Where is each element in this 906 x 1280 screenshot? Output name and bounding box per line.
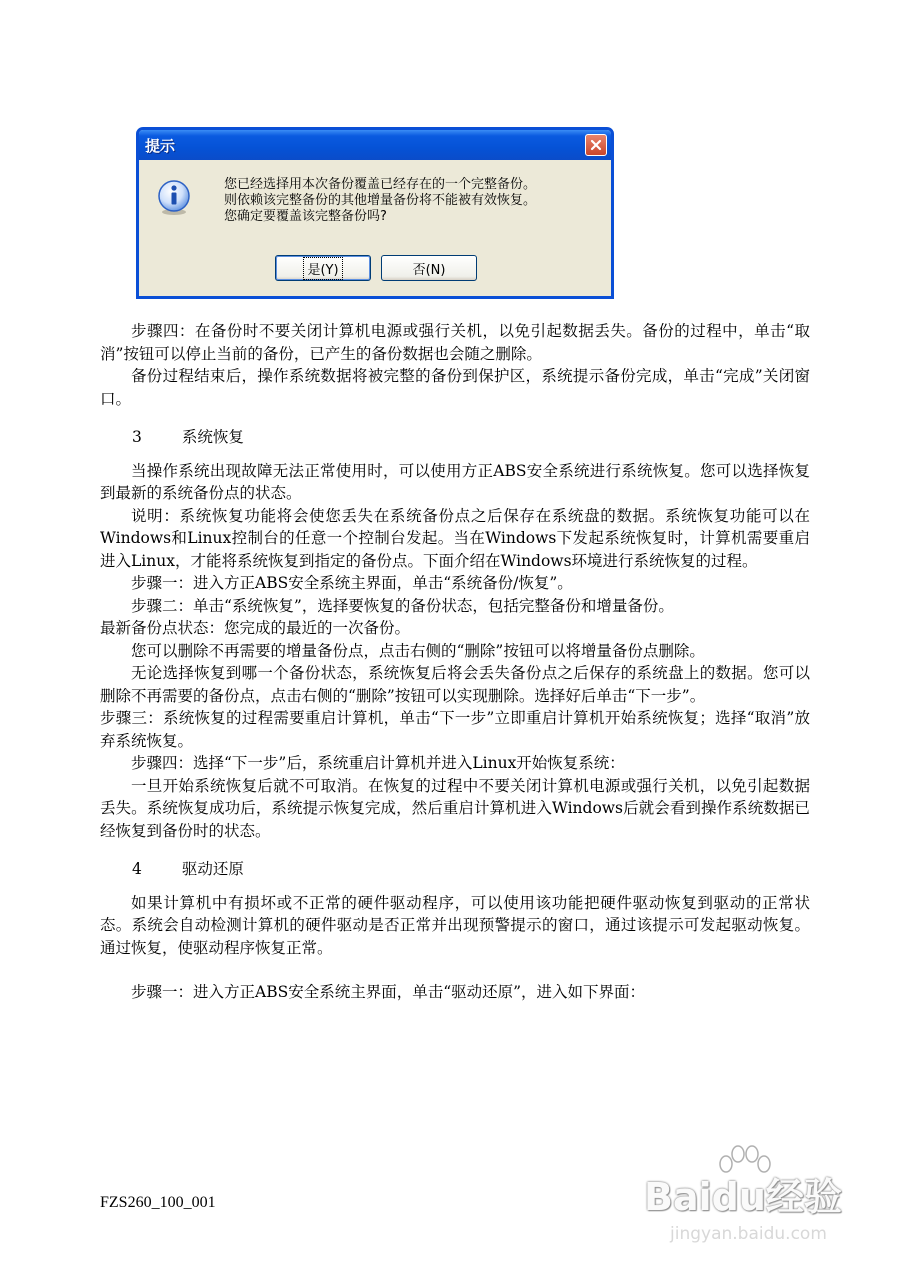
paragraph: 步骤二：单击“系统恢复”，选择要恢复的备份状态，包括完整备份和增量备份。 [131, 596, 674, 615]
paragraph: 步骤四：选择“下一步”后，系统重启计算机并进入Linux开始恢复系统： [131, 754, 625, 772]
paragraph: 一旦开始系统恢复后就不可取消。在恢复的过程中不要关闭计算机电源或强行关机，以免引起数据丢失。系统恢复成功后，系统提示恢复完成，然后重启计算机进入Windows后就会看到操作系统数据已经恢复到备份时的状态。 [100, 776, 810, 840]
paragraph: 步骤四：在备份时不要关闭计算机电源或强行关机，以免引起数据丢失。备份的过程中，单击“取消”按钮可以停止当前的备份，已产生的备份数据也会随之删除。 [100, 322, 810, 363]
no-button-label: 否(N) [412, 262, 446, 278]
document-code: FZS260_100_001 [100, 1194, 216, 1211]
yes-button-label: 是(Y) [305, 259, 340, 278]
close-icon [590, 139, 602, 151]
section-heading [100, 426, 810, 449]
yes-button[interactable] [275, 255, 371, 281]
section-title: 驱动还原 [181, 860, 244, 878]
paragraph: 无论选择恢复到哪一个备份状态，系统恢复后将会丢失备份点之后保存的系统盘上的数据。您可以删除不再需要的备份点，点击右侧的“删除”按钮可以实现删除。选择好后单击“下一步”。 [100, 664, 810, 705]
section-title: 系统恢复 [181, 428, 244, 446]
close-button[interactable] [585, 134, 607, 156]
section-number: 4 [132, 860, 142, 878]
watermark-url: jingyan.baidu.com [670, 1224, 827, 1244]
spacer [100, 959, 810, 981]
paragraph: 您可以删除不再需要的增量备份点，点击右侧的“删除”按钮可以将增量备份点删除。 [131, 641, 705, 660]
info-icon [155, 178, 193, 216]
paragraph: 说明：系统恢复功能将会使您丢失在系统备份点之后保存在系统盘的数据。系统恢复功能可以在Windows和Linux控制台的任意一个控制台发起。当在Windows下发起系统恢复时，计算机需要重启进入Linux，才能将系统恢复到指定的备份点。下面介绍在Windows环境进行系统恢复的过程。 [100, 506, 810, 570]
paragraph: 步骤三：系统恢复的过程需要重启计算机，单击“下一步”立即重启计算机开始系统恢复；选择“取消”放弃系统恢复。 [100, 709, 810, 750]
paragraph: 备份过程结束后，操作系统数据将被完整的备份到保护区，系统提示备份完成，单击“完成”关闭窗口。 [100, 367, 810, 408]
dialog-message-line: 您确定要覆盖该完整备份吗? [224, 209, 387, 224]
section-heading [100, 858, 810, 881]
confirm-dialog [136, 127, 614, 299]
dialog-message-line: 您已经选择用本次备份覆盖已经存在的一个完整备份。 [224, 177, 537, 192]
section-number: 3 [132, 428, 142, 446]
paragraph: 最新备份点状态：您完成的最近的一次备份。 [100, 619, 411, 637]
dialog-titlebar [139, 130, 611, 160]
paragraph: 当操作系统出现故障无法正常使用时，可以使用方正ABS安全系统进行系统恢复。您可以选择恢复到最新的系统备份点的状态。 [100, 461, 810, 502]
document-body [100, 320, 810, 1004]
paragraph: 步骤一：进入方正ABS安全系统主界面，单击“驱动还原”，进入如下界面： [131, 983, 646, 1001]
watermark-logo: Baidu经验 [644, 1175, 842, 1219]
dialog-message [224, 177, 604, 225]
dialog-buttons [275, 255, 477, 281]
dialog-title: 提示 [145, 136, 176, 155]
no-button[interactable] [381, 255, 477, 281]
baidu-watermark [640, 1140, 890, 1270]
dialog-body [139, 160, 611, 296]
paragraph: 步骤一：进入方正ABS安全系统主界面，单击“系统备份/恢复”。 [131, 574, 573, 592]
paragraph: 如果计算机中有损坏或不正常的硬件驱动程序，可以使用该功能把硬件驱动恢复到驱动的正常状态。系统会自动检测计算机的硬件驱动是否正常并出现预警提示的窗口，通过该提示可发起驱动恢复。通过恢复，使驱动程序恢复正常。 [100, 893, 810, 957]
dialog-message-line: 则依赖该完整备份的其他增量备份将不能被有效恢复。 [224, 193, 537, 208]
